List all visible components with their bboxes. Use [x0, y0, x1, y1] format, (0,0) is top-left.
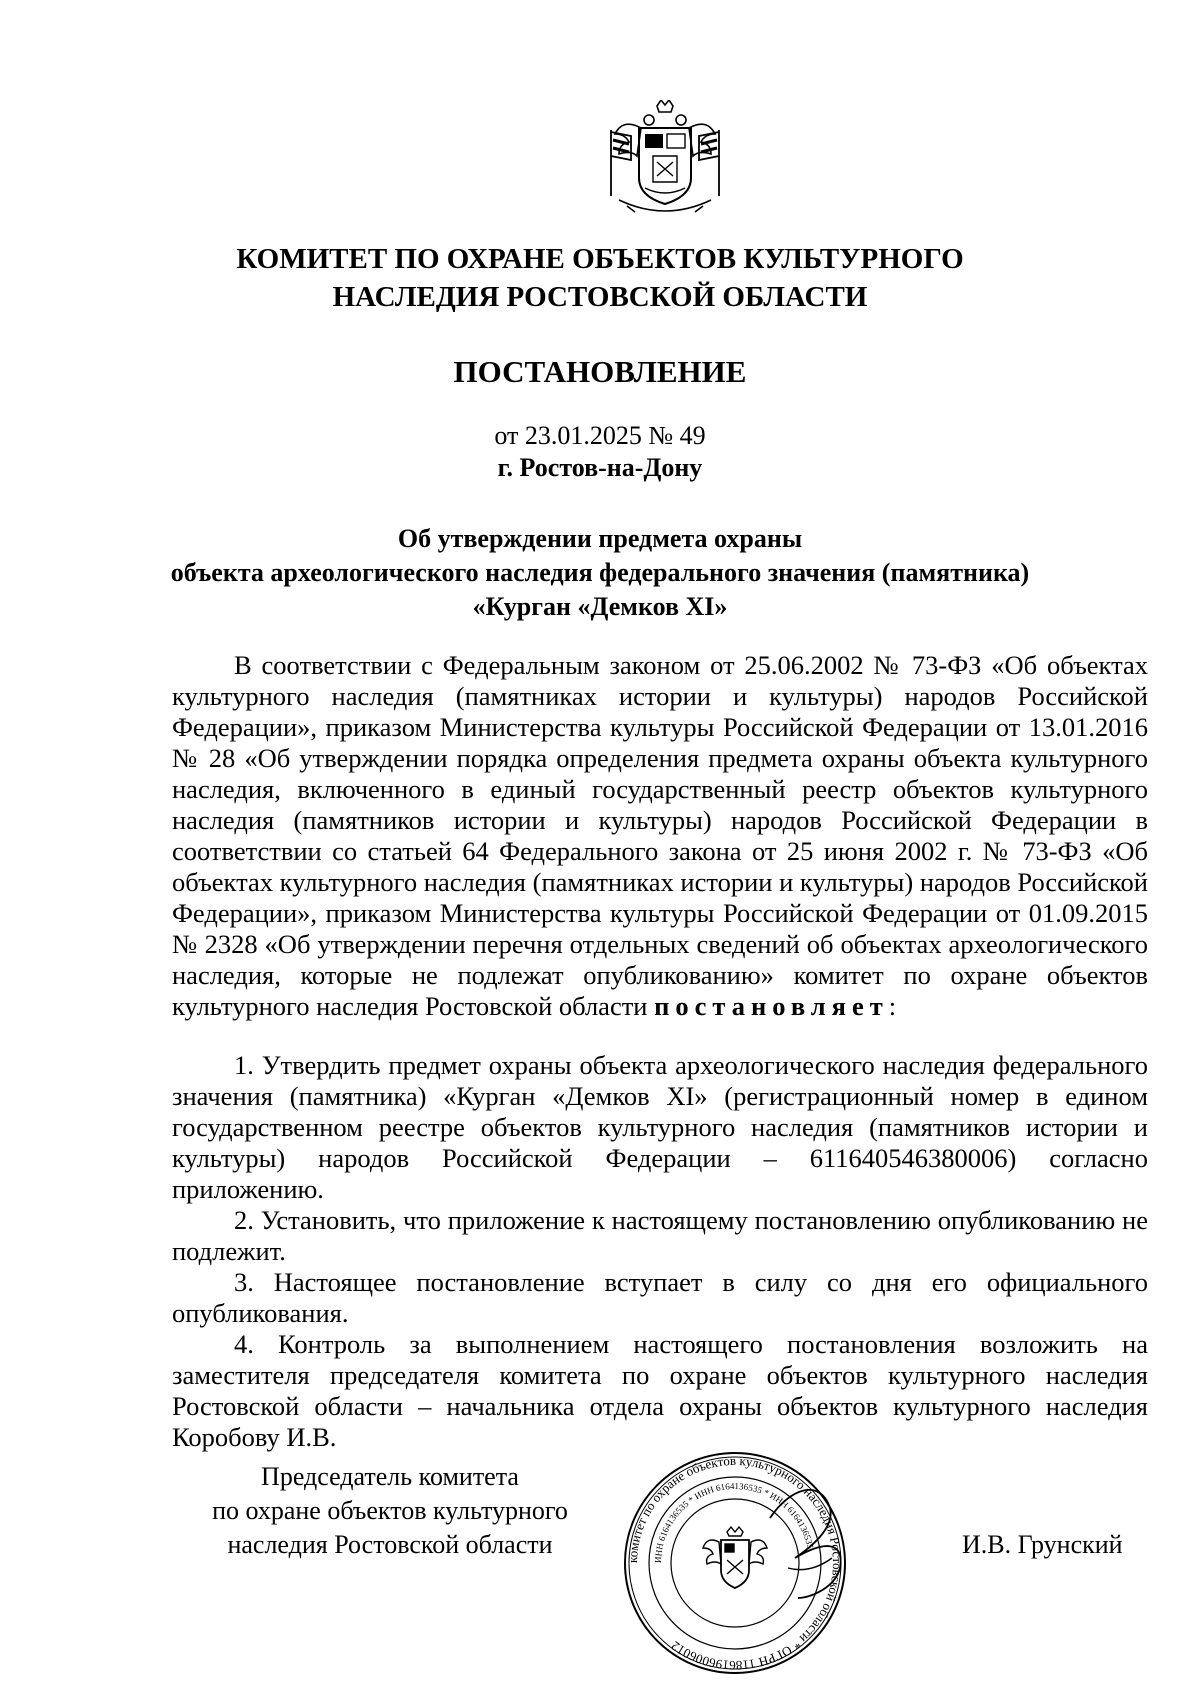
city: г. Ростов-на-Дону	[497, 453, 703, 482]
subject-line-3: «Курган «Демков XI»	[472, 592, 728, 621]
seal-inner-text: ИНН 6164136535 * ИНН 6164136535 * ИНН 6164136535	[652, 1480, 816, 1564]
decree-item-4: 4. Контроль за выполнением настоящего постановления возложить на заместителя председателя комитета по охране объектов культурного наследия Ростовской области – начальника отдела охраны объектов культурного наследия Коробову И.В.	[172, 1329, 1148, 1452]
document-subject	[150, 522, 1050, 624]
decree-colon: :	[888, 991, 897, 1021]
date-number: от 23.01.2025 № 49	[494, 421, 706, 450]
official-seal-icon	[620, 1448, 850, 1678]
decree-items	[172, 1050, 1148, 1453]
preamble	[172, 650, 1148, 1022]
position-line-2: по охране объектов культурного	[212, 1496, 568, 1525]
organization-name	[170, 240, 1030, 316]
seal-outer-text: комитет по охране объектов культурного наследия Ростовской области * ОГРН 1186196006012	[624, 1452, 846, 1674]
preamble-paragraph	[172, 650, 1148, 1022]
position-line-3: наследия Ростовской области	[227, 1530, 553, 1559]
signatory-name: И.В. Грунский	[962, 1530, 1123, 1559]
coat-of-arms-icon	[605, 100, 725, 218]
subject-line-1: Об утверждении предмета охраны	[397, 524, 803, 553]
org-line-1: КОМИТЕТ ПО ОХРАНЕ ОБЪЕКТОВ КУЛЬТУРНОГО	[236, 243, 964, 275]
decree-word: постановляет	[654, 991, 889, 1021]
decree-item-2: 2. Установить, что приложение к настоящему постановлению опубликованию не подлежит.	[172, 1205, 1148, 1266]
subject-line-2: объекта археологического наследия федерального значения (памятника)	[170, 558, 1030, 587]
signatory-position	[170, 1460, 610, 1562]
decree-item-1: 1. Утвердить предмет охраны объекта археологического наследия федерального значения (памятника) «Курган «Демков XI» (регистрационный номер в едином государственном реестре объектов культурного наследия (памятников истории и культуры) народов Российской Федерации – 611640546380006) согласно приложению.	[172, 1050, 1148, 1204]
preamble-text: В соответствии с Федеральным законом от 25.06.2002 № 73-ФЗ «Об объектах культурного наследия (памятниках истории и культуры) народов Российской Федерации», приказом Министерства культуры Российской Федерации от 13.01.2016 № 28 «Об утверждении порядка определения предмета охраны объекта культурного наследия, включенного в единый государственный реестр объектов культурного наследия (памятников истории и культуры) народов Российской Федерации в соответствии со статьей 64 Федерального закона от 25 июня 2002 г. № 73-ФЗ «Об объектах культурного наследия (памятниках истории и культуры) народов Российской Федерации», приказом Министерства культуры Российской Федерации от 01.09.2015 № 2328 «Об утверждении перечня отдельных сведений об объектах археологического наследия, которые не подлежат опубликованию» комитет по охране объектов культурного наследия Ростовской области	[172, 650, 1148, 1021]
position-line-1: Председатель комитета	[261, 1462, 519, 1491]
decree-item-3: 3. Настоящее постановление вступает в силу со дня его официального опубликования.	[172, 1267, 1148, 1328]
org-line-2: НАСЛЕДИЯ РОСТОВСКОЙ ОБЛАСТИ	[332, 281, 868, 313]
document-type: ПОСТАНОВЛЕНИЕ	[453, 354, 747, 389]
